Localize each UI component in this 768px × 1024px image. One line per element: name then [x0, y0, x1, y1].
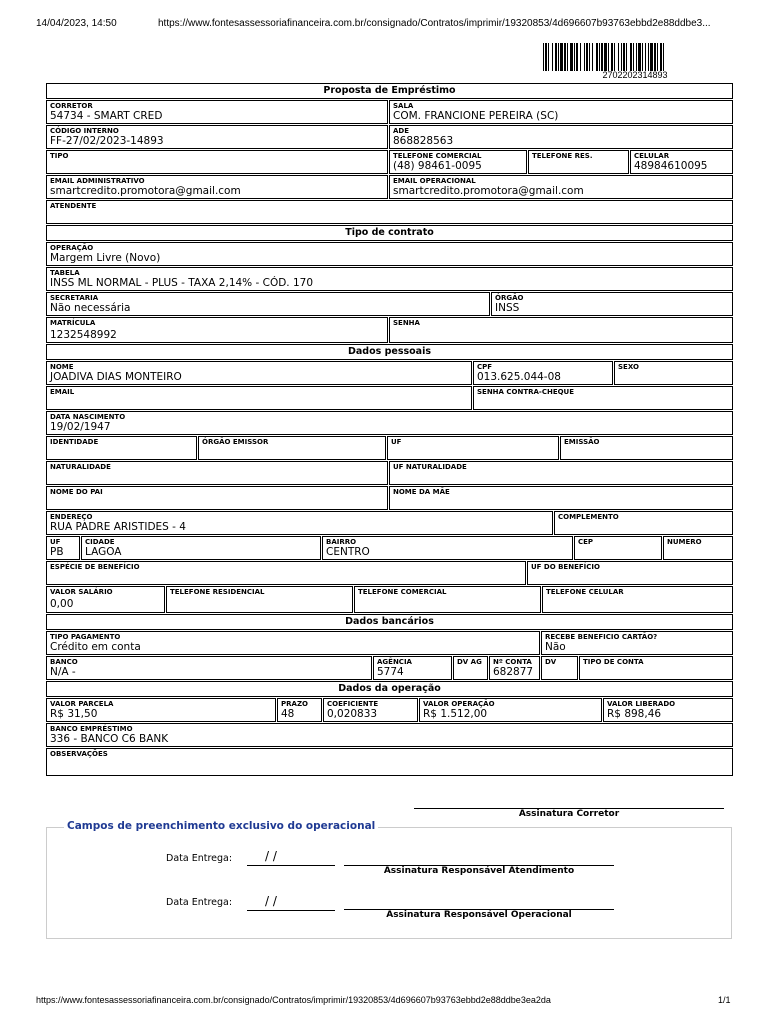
label-naturalidade: NATURALIDADE — [50, 463, 111, 471]
section-tipo-contrato: Tipo de contrato — [46, 225, 733, 241]
value-coeficiente: 0,020833 — [327, 708, 378, 720]
label-celular: CELULAR — [634, 152, 670, 160]
field-operacao — [46, 242, 733, 266]
signature-corretor-label: Assinatura Corretor — [518, 809, 620, 819]
field-tabela — [46, 267, 733, 291]
field-valor-operacao — [419, 698, 602, 722]
label-banco: BANCO — [50, 658, 78, 666]
field-numero — [663, 536, 733, 560]
field-uf-beneficio — [527, 561, 733, 585]
label-data-nascimento: DATA NASCIMENTO — [50, 413, 126, 421]
value-corretor: 54734 - SMART CRED — [50, 110, 163, 122]
label-telefone-residencial: TELEFONE RESIDENCIAL — [170, 588, 265, 596]
barcode-image — [543, 43, 727, 71]
label-uf-identidade: UF — [391, 438, 402, 446]
label-ade: ADE — [393, 127, 410, 135]
value-valor-salario: 0,00 — [50, 598, 74, 610]
label-nome-pai: NOME DO PAI — [50, 488, 103, 496]
label-agencia: AGÊNCIA — [377, 658, 412, 666]
field-orgao-emissor — [198, 436, 386, 460]
field-banco — [46, 656, 372, 680]
field-dv — [541, 656, 578, 680]
data-entrega-field-1[interactable] — [247, 851, 335, 866]
value-tabela: INSS ML NORMAL - PLUS - TAXA 2,14% - CÓD. 170 — [50, 277, 314, 289]
value-sala: COM. FRANCIONE PEREIRA (SC) — [393, 110, 559, 122]
label-corretor: CORRETOR — [50, 102, 93, 110]
label-tipo-pagamento: TIPO PAGAMENTO — [50, 633, 121, 641]
label-banco-emprestimo: BANCO EMPRÉSTIMO — [50, 725, 133, 733]
field-n-conta — [489, 656, 540, 680]
field-uf-naturalidade — [389, 461, 733, 485]
field-recebe-beneficio — [541, 631, 733, 655]
field-cidade — [81, 536, 321, 560]
value-ade: 868828563 — [393, 135, 454, 147]
label-atendente: ATENDENTE — [50, 202, 97, 210]
section-proposta: Proposta de Empréstimo — [46, 83, 733, 99]
field-senha-contracheque — [473, 386, 733, 410]
label-n-conta: Nº CONTA — [493, 658, 532, 666]
value-valor-parcela: R$ 31,50 — [50, 708, 98, 720]
label-complemento: COMPLEMENTO — [558, 513, 619, 521]
field-bairro — [322, 536, 573, 560]
label-operacao: OPERAÇÃO — [50, 244, 94, 252]
field-telefone-celular — [542, 586, 733, 613]
field-complemento — [554, 511, 733, 535]
value-uf: PB — [50, 546, 64, 558]
label-orgao: ÓRGÃO — [495, 294, 524, 302]
label-cep: CEP — [578, 538, 594, 546]
field-naturalidade — [46, 461, 388, 485]
label-codigo-interno: CÓDIGO INTERNO — [50, 127, 119, 135]
label-senha: SENHA — [393, 319, 420, 327]
field-observacoes — [46, 748, 733, 776]
value-banco: N/A - — [50, 666, 76, 678]
field-uf — [46, 536, 80, 560]
value-cidade: LAGOA — [85, 546, 122, 558]
field-agencia — [373, 656, 452, 680]
field-tipo-conta — [579, 656, 733, 680]
field-secretaria — [46, 292, 490, 316]
field-sexo — [614, 361, 733, 385]
field-corretor — [46, 100, 388, 124]
value-email-oper: smartcredito.promotora@gmail.com — [393, 185, 584, 197]
value-codigo-interno: FF-27/02/2023-14893 — [50, 135, 164, 147]
footer-page: 1/1 — [718, 995, 731, 1005]
value-operacao: Margem Livre (Novo) — [50, 252, 161, 264]
field-nome-mae — [389, 486, 733, 510]
label-endereco: ENDEREÇO — [50, 513, 93, 521]
label-identidade: IDENTIDADE — [50, 438, 99, 446]
label-telefone-comercial-2: TELEFONE COMERCIAL — [358, 588, 447, 596]
field-email-oper — [389, 175, 733, 199]
value-n-conta: 682877 — [493, 666, 534, 678]
label-uf-naturalidade: UF NATURALIDADE — [393, 463, 467, 471]
value-tipo-pagamento: Crédito em conta — [50, 641, 141, 653]
field-telefone-residencial — [166, 586, 353, 613]
label-coeficiente: COEFICIENTE — [327, 700, 379, 708]
label-numero: NUMERO — [667, 538, 702, 546]
field-email — [46, 386, 472, 410]
label-valor-liberado: VALOR LIBERADO — [607, 700, 676, 708]
label-dv-ag: DV AG — [457, 658, 482, 666]
operational-box — [46, 827, 732, 939]
label-nome: NOME — [50, 363, 74, 371]
field-telefone-comercial — [389, 150, 527, 174]
label-senha-contracheque: SENHA CONTRA-CHEQUE — [477, 388, 575, 396]
operational-title: Campos de preenchimento exclusivo do operacional — [64, 820, 378, 832]
field-valor-salario — [46, 586, 165, 613]
value-valor-operacao: R$ 1.512,00 — [423, 708, 488, 720]
field-especie-beneficio — [46, 561, 526, 585]
field-data-nascimento — [46, 411, 733, 435]
label-especie-beneficio: ESPÉCIE DE BENEFÍCIO — [50, 563, 140, 571]
label-valor-parcela: VALOR PARCELA — [50, 700, 114, 708]
field-telefone-res — [528, 150, 629, 174]
label-tipo-conta: TIPO DE CONTA — [583, 658, 644, 666]
value-data-nascimento: 19/02/1947 — [50, 421, 111, 433]
field-prazo — [277, 698, 322, 722]
label-bairro: BAIRRO — [326, 538, 357, 546]
label-sala: SALA — [393, 102, 414, 110]
label-uf: UF — [50, 538, 61, 546]
value-bairro: CENTRO — [326, 546, 370, 558]
field-coeficiente — [323, 698, 418, 722]
label-emissao: EMISSÃO — [564, 438, 600, 446]
field-valor-liberado — [603, 698, 733, 722]
footer-url: https://www.fontesassessoriafinanceira.com.br/consignado/Contratos/imprimir/19320853/4d696607b93763ebbd2e88ddbe3ea2da — [36, 995, 551, 1005]
field-codigo-interno — [46, 125, 388, 149]
date-slashes-1: / / — [265, 849, 277, 863]
print-url: https://www.fontesassessoriafinanceira.com.br/consignado/Contratos/imprimir/19320853/4d696607b93763ebbd2e88ddbe3... — [158, 18, 711, 29]
field-sala — [389, 100, 733, 124]
field-nome-pai — [46, 486, 388, 510]
value-valor-liberado: R$ 898,46 — [607, 708, 662, 720]
section-dados-operacao: Dados da operação — [46, 681, 733, 697]
label-observacoes: OBSERVAÇÕES — [50, 750, 108, 758]
label-uf-beneficio: UF DO BENEFÍCIO — [531, 563, 600, 571]
value-celular: 48984610095 — [634, 160, 708, 172]
label-cidade: CIDADE — [85, 538, 115, 546]
label-valor-operacao: VALOR OPERAÇÃO — [423, 700, 495, 708]
signature-operacional-label: Assinatura Responsável Operacional — [386, 910, 572, 920]
field-senha — [389, 317, 733, 343]
field-valor-parcela — [46, 698, 276, 722]
value-cpf: 013.625.044-08 — [477, 371, 561, 383]
field-emissao — [560, 436, 733, 460]
signature-atendimento-label: Assinatura Responsável Atendimento — [383, 866, 575, 876]
field-orgao — [491, 292, 733, 316]
field-endereco — [46, 511, 553, 535]
field-tipo-pagamento — [46, 631, 540, 655]
label-sexo: SEXO — [618, 363, 639, 371]
value-email-admin: smartcredito.promotora@gmail.com — [50, 185, 241, 197]
label-telefone-celular: TELEFONE CELULAR — [546, 588, 624, 596]
field-email-admin — [46, 175, 388, 199]
label-orgao-emissor: ÓRGÃO EMISSOR — [202, 438, 269, 446]
barcode-number: 2702202314893 — [602, 70, 668, 80]
field-matricula — [46, 317, 388, 343]
label-telefone-comercial: TELEFONE COMERCIAL — [393, 152, 482, 160]
field-dv-ag — [453, 656, 488, 680]
label-email: EMAIL — [50, 388, 75, 396]
field-ade — [389, 125, 733, 149]
field-telefone-comercial-2 — [354, 586, 541, 613]
label-tabela: TABELA — [50, 269, 80, 277]
field-cpf — [473, 361, 613, 385]
field-identidade — [46, 436, 197, 460]
value-prazo: 48 — [281, 708, 295, 720]
section-dados-pessoais: Dados pessoais — [46, 344, 733, 360]
value-matricula: 1232548992 — [50, 329, 117, 341]
data-entrega-label-1: Data Entrega: — [166, 853, 233, 864]
label-recebe-beneficio: RECEBE BENEFICIO CARTÃO? — [545, 633, 658, 641]
value-telefone-comercial: (48) 98461-0095 — [393, 160, 482, 172]
value-endereco: RUA PADRE ARISTIDES - 4 — [50, 521, 186, 533]
date-slashes-2: / / — [265, 894, 277, 908]
label-cpf: CPF — [477, 363, 493, 371]
label-email-oper: EMAIL OPERACIONAL — [393, 177, 476, 185]
value-banco-emprestimo: 336 - BANCO C6 BANK — [50, 733, 169, 745]
value-orgao: INSS — [495, 302, 520, 314]
field-nome — [46, 361, 472, 385]
field-atendente — [46, 200, 733, 224]
section-dados-bancarios: Dados bancários — [46, 614, 733, 630]
field-cep — [574, 536, 662, 560]
field-tipo — [46, 150, 388, 174]
loan-proposal-form — [46, 83, 733, 777]
label-telefone-res: TELEFONE RES. — [532, 152, 593, 160]
value-recebe-beneficio: Não — [545, 641, 566, 653]
label-valor-salario: VALOR SALÁRIO — [50, 588, 113, 596]
value-secretaria: Não necessária — [50, 302, 131, 314]
field-celular — [630, 150, 733, 174]
label-secretaria: SECRETARIA — [50, 294, 99, 302]
label-dv: DV — [545, 658, 557, 666]
data-entrega-field-2[interactable] — [247, 896, 335, 911]
label-prazo: PRAZO — [281, 700, 308, 708]
label-email-admin: EMAIL ADMINISTRATIVO — [50, 177, 145, 185]
label-nome-mae: NOME DA MÃE — [393, 488, 450, 496]
value-agencia: 5774 — [377, 666, 404, 678]
label-matricula: MATRÍCULA — [50, 319, 96, 327]
field-banco-emprestimo — [46, 723, 733, 747]
value-nome: JOADIVA DIAS MONTEIRO — [50, 371, 182, 383]
data-entrega-label-2: Data Entrega: — [166, 897, 233, 908]
print-datetime: 14/04/2023, 14:50 — [36, 18, 117, 29]
label-tipo: TIPO — [50, 152, 69, 160]
field-uf-identidade — [387, 436, 559, 460]
